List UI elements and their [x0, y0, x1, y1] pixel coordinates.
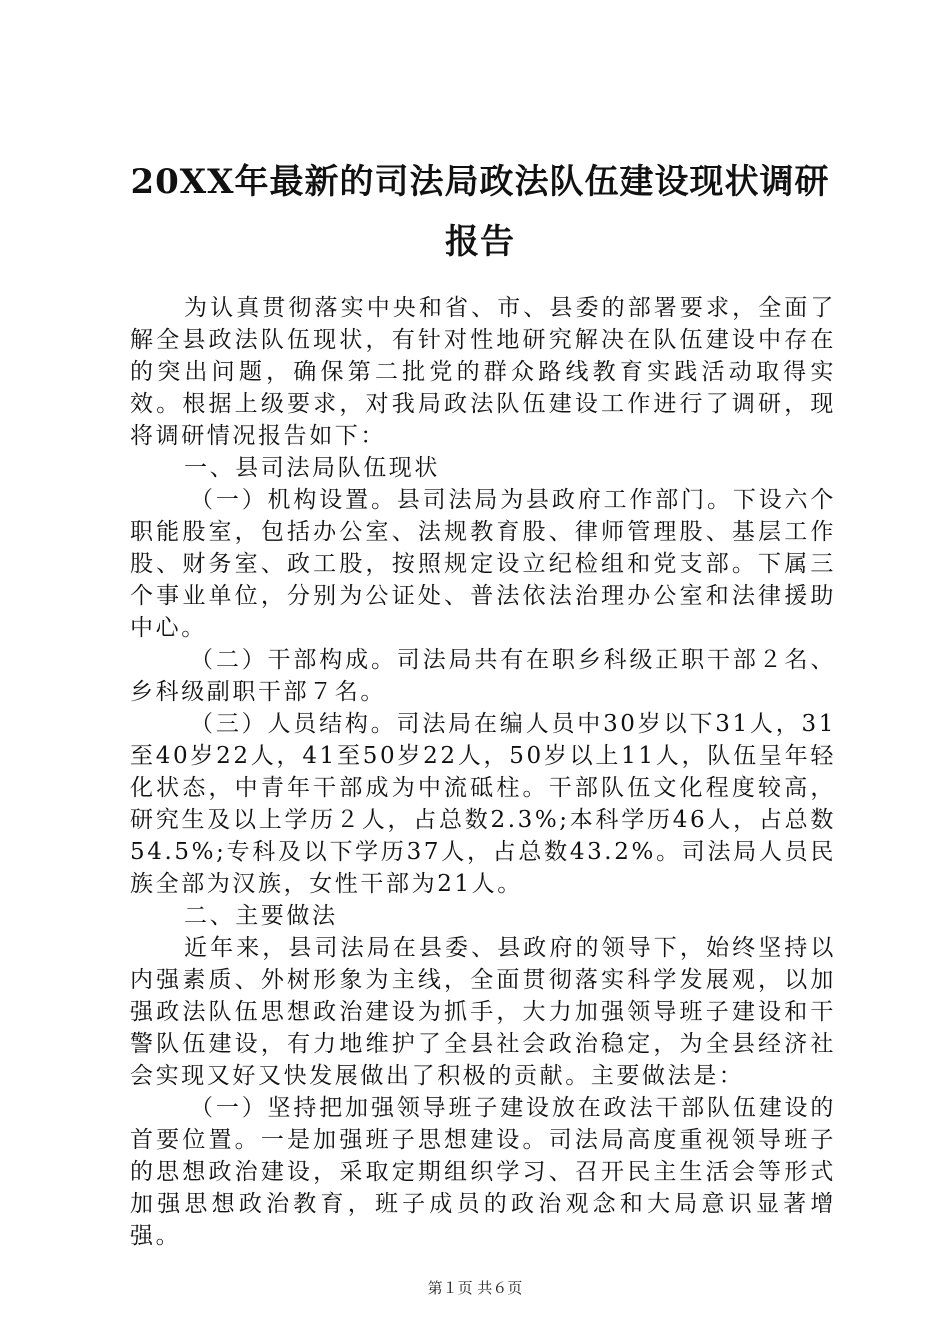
paragraph-intro: 为认真贯彻落实中央和省、市、县委的部署要求，全面了解全县政法队伍现状，有针对性地研究解决在队伍建设中存在的突出问题，确保第二批党的群众路线教育实践活动取得实效。根据上级要求，对我局政法队伍建设工作进行了调研，现将调研情况报告如下：	[130, 295, 836, 449]
section-heading-1: 一、县司法局队伍现状	[184, 455, 440, 481]
section-heading-2: 二、主要做法	[184, 903, 338, 929]
document-title-line-2: 报告	[445, 222, 515, 262]
paragraph-leadership-building: （一）坚持把加强领导班子建设放在政法干部队伍建设的首要位置。一是加强班子思想建设。司法局高度重视领导班子的思想政治建设，采取定期组织学习、召开民主生活会等形式加强思想政治教育，班子成员的政治观念和大局意识显著增强。	[130, 1095, 836, 1249]
paragraph-cadre-composition: （二）干部构成。司法局共有在职乡科级正职干部２名、乡科级副职干部７名。	[130, 647, 836, 705]
paragraph-main-practices: 近年来，县司法局在县委、县政府的领导下，始终坚持以内强素质、外树形象为主线，全面贯彻落实科学发展观，以加强政法队伍思想政治建设为抓手，大力加强领导班子建设和干警队伍建设，有力地维护了全县社会政治稳定，为全县经济社会实现又好又快发展做出了积极的贡献。主要做法是：	[130, 935, 836, 1089]
document-title-line-1: 20XX年最新的司法局政法队伍建设现状调研	[130, 162, 830, 202]
page-footer: 第１页 共６页	[427, 1279, 523, 1297]
paragraph-org-structure: （一）机构设置。县司法局为县政府工作部门。下设六个职能股室，包括办公室、法规教育股、律师管理股、基层工作股、财务室、政工股，按照规定设立纪检组和党支部。下属三个事业单位，分别为公证处、普法依法治理办公室和法律援助中心。	[130, 487, 836, 641]
paragraph-staff-structure: （三）人员结构。司法局在编人员中30岁以下31人，31至40岁22人，41至50岁22人，50岁以上11人，队伍呈年轻化状态，中青年干部成为中流砥柱。干部队伍文化程度较高，研究生及以上学历２人，占总数2.3%;本科学历46人，占总数54.5%;专科及以下学历37人，占总数43.2%。司法局人员民族全部为汉族，女性干部为21人。	[130, 711, 836, 897]
document-body	[130, 292, 836, 1252]
